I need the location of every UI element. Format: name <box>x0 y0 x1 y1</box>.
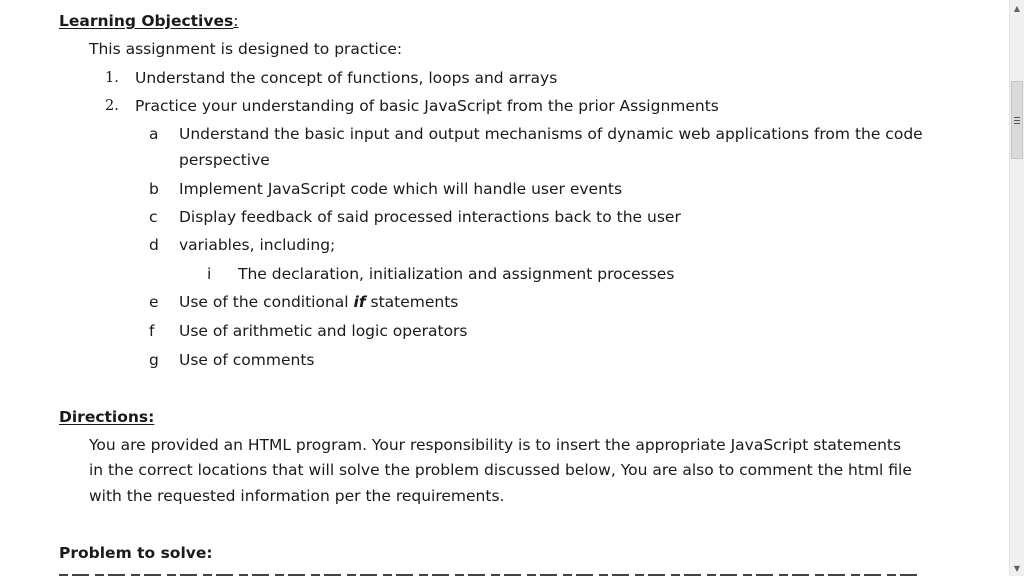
learning-objectives-colon: : <box>233 12 239 30</box>
sub-item-e-after: statements <box>365 293 459 311</box>
list-item-1: Understand the concept of functions, loops and arrays <box>135 69 558 87</box>
sub-item-e <box>179 292 458 312</box>
grip-icon <box>1014 117 1020 124</box>
list-item-2: Practice your understanding of basic JavaScript from the prior Assignments <box>135 97 719 115</box>
sub-item-a-line2: perspective <box>179 151 270 169</box>
scrollbar-thumb[interactable] <box>1011 81 1023 159</box>
directions-line-2: in the correct locations that will solve the problem discussed below, You are also to comment the html file <box>89 461 912 479</box>
sub-letter-d: d <box>149 236 159 254</box>
sub-letter-g: g <box>149 351 159 369</box>
sub-letter-e: e <box>149 293 159 311</box>
intro-text: This assignment is designed to practice: <box>89 40 403 58</box>
triangle-down-icon: ▼ <box>1013 563 1021 573</box>
cut-off-text-line <box>59 571 919 576</box>
triangle-up-icon: ▲ <box>1013 3 1021 13</box>
sub-item-e-before: Use of the conditional <box>179 293 354 311</box>
sub-item-d: variables, including; <box>179 236 336 254</box>
sub-letter-b: b <box>149 180 159 198</box>
subsub-roman-i: i <box>207 265 212 283</box>
sub-letter-a: a <box>149 125 159 143</box>
vertical-scrollbar[interactable] <box>1009 0 1024 576</box>
sub-item-g: Use of comments <box>179 351 315 369</box>
directions-line-3: with the requested information per the requirements. <box>89 487 505 505</box>
sub-letter-c: c <box>149 208 158 226</box>
sub-item-e-emphasis: if <box>353 293 366 311</box>
learning-objectives-heading <box>59 11 238 31</box>
directions-line-1: You are provided an HTML program. Your responsibility is to insert the appropriate JavaScript statements <box>89 436 902 454</box>
list-number-2: 2. <box>105 98 119 114</box>
problem-heading: Problem to solve: <box>59 544 213 562</box>
sub-letter-f: f <box>149 322 155 340</box>
sub-item-c: Display feedback of said processed interactions back to the user <box>179 208 681 226</box>
learning-objectives-title: Learning Objectives <box>59 12 234 30</box>
scroll-up-button[interactable] <box>1010 0 1024 16</box>
sub-item-f: Use of arithmetic and logic operators <box>179 322 468 340</box>
subsub-item-i: The declaration, initialization and assignment processes <box>238 265 675 283</box>
directions-heading: Directions: <box>59 408 155 426</box>
sub-item-a-line1: Understand the basic input and output mechanisms of dynamic web applications from the code <box>179 125 923 143</box>
sub-item-b: Implement JavaScript code which will handle user events <box>179 180 623 198</box>
scroll-down-button[interactable] <box>1010 560 1024 576</box>
list-number-1: 1. <box>105 70 119 86</box>
